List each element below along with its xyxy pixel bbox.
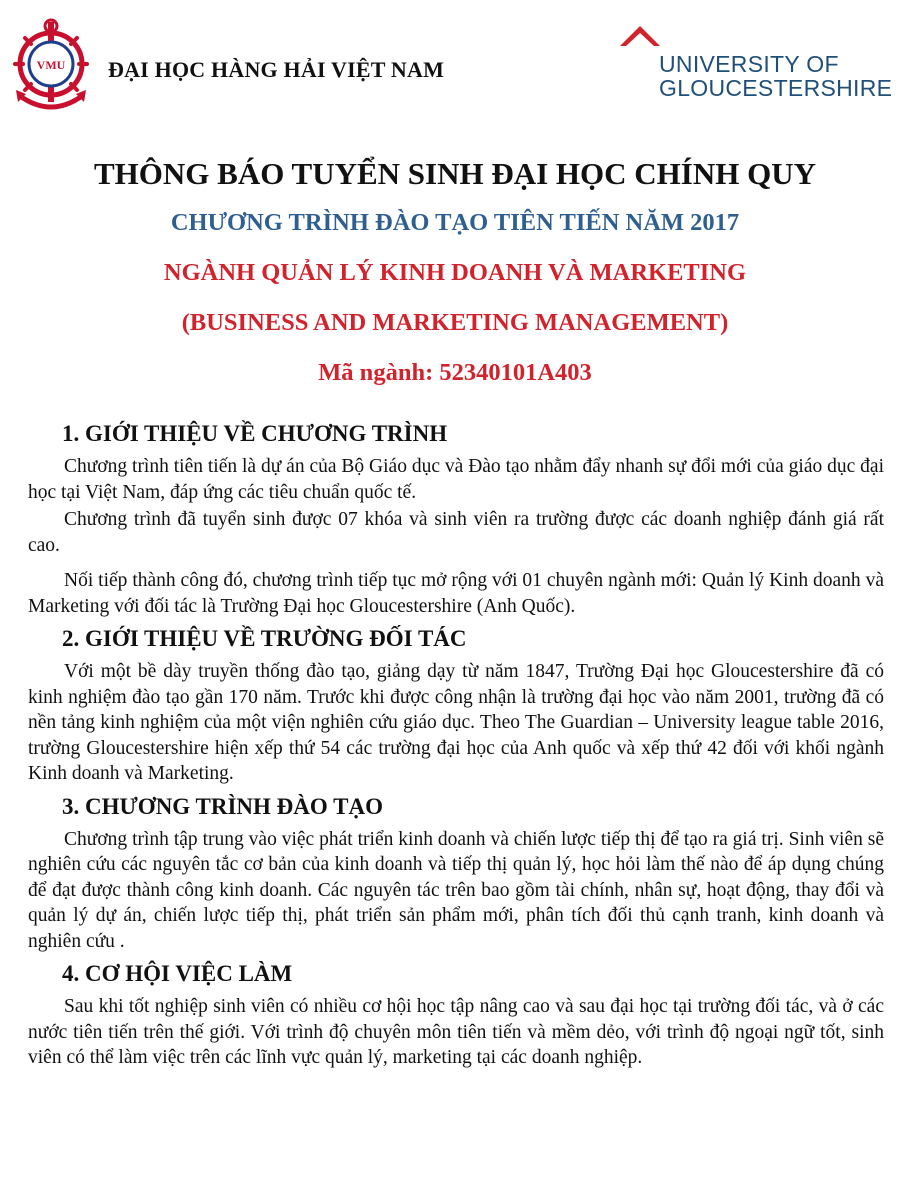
announcement-titles	[0, 150, 910, 398]
paragraph: Chương trình tiên tiến là dự án của Bộ Giáo dục và Đào tạo nhằm đẩy nhanh sự đổi mới của giáo dục đại học tại Việt Nam, đáp ứng các tiêu chuẩn quốc tế.	[28, 456, 884, 503]
vmu-university-name: ĐẠI HỌC HÀNG HẢI VIỆT NAM	[108, 57, 445, 82]
paragraph: Sau khi tốt nghiệp sinh viên có nhiều cơ hội học tập nâng cao và sau đại học tại trường đối tác, và ở các nước tiên tiến trên thế giới. Với trình độ chuyên môn tiên tiến và mềm dẻo, với trình độ ngoại ngữ tốt, sinh viên có thể làm việc trên các lĩnh vực quản lý, marketing tại các doanh nghiệp.	[28, 996, 884, 1068]
paragraph: Chương trình đã tuyển sinh được 07 khóa và sinh viên ra trường được các doanh nghiệp đánh giá rất cao.	[28, 509, 884, 556]
paragraph: Với một bề dày truyền thống đào tạo, giảng dạy từ năm 1847, Trường Đại học Gloucestershire đã có kinh nghiệm đào tạo gần 170 năm. Trước khi được công nhận là trường đại học vào năm 2001, trường đã có nền tảng kinh nghiệm của một viện nghiên cứu giáo dục. Theo The Guardian – University league table 2016, trường Gloucestershire hiện xếp thứ 54 các trường đại học của Anh quốc và xếp thứ 42 đối với khối ngành Kinh doanh và Marketing.	[28, 661, 884, 784]
section-career	[28, 958, 884, 1071]
paragraph: Nối tiếp thành công đó, chương trình tiếp tục mở rộng với 01 chuyên ngành mới: Quản lý Kinh doanh và Marketing với đối tác là Trường Đại học Gloucestershire (Anh Quốc).	[28, 570, 884, 617]
section-program-intro	[28, 418, 884, 619]
major-title-vi: NGÀNH QUẢN LÝ KINH DOANH VÀ MARKETING	[163, 259, 747, 286]
section-partner-intro	[28, 623, 884, 787]
section-heading: 3. CHƯƠNG TRÌNH ĐÀO TẠO	[62, 793, 383, 819]
program-title: CHƯƠNG TRÌNH ĐÀO TẠO TIÊN TIẾN NĂM 2017	[170, 209, 740, 236]
document-body	[28, 418, 884, 1071]
main-title: THÔNG BÁO TUYỂN SINH ĐẠI HỌC CHÍNH QUY	[94, 156, 816, 191]
major-code: Mã ngành: 52340101A403	[318, 359, 592, 386]
svg-text:VMU: VMU	[36, 58, 66, 72]
vmu-logo-icon	[8, 18, 94, 116]
section-heading: 2. GIỚI THIỆU VỀ TRƯỜNG ĐỐI TÁC	[62, 626, 467, 651]
paragraph: Chương trình tập trung vào việc phát triển kinh doanh và chiến lược tiếp thị để tạo ra giá trị. Sinh viên sẽ nghiên cứu các nguyên tắc cơ bản của kinh doanh và tiếp thị quản lý, học hỏi làm thế nào để áp dụng chúng để đạt được thành công kinh doanh. Các nguyên tác trên bao gồm tài chính, nhân sự, hoạt động, thay đổi và quản lý dự án, chiến lược tiếp thị, phát triển sản phẩm mới, phân tích đối thủ cạnh tranh, kinh doanh và nghiên cứu .	[28, 828, 884, 952]
partner-university-name	[659, 52, 892, 100]
partner-name-line2: GLOUCESTERSHIRE	[659, 75, 893, 101]
partner-name-line1: UNIVERSITY OF	[659, 51, 839, 77]
major-title-en: (BUSINESS AND MARKETING MANAGEMENT)	[181, 309, 729, 336]
section-heading: 1. GIỚI THIỆU VỀ CHƯƠNG TRÌNH	[62, 421, 448, 446]
section-curriculum	[28, 791, 884, 955]
section-heading: 4. CƠ HỘI VIỆC LÀM	[62, 961, 293, 986]
letterhead	[0, 0, 910, 120]
